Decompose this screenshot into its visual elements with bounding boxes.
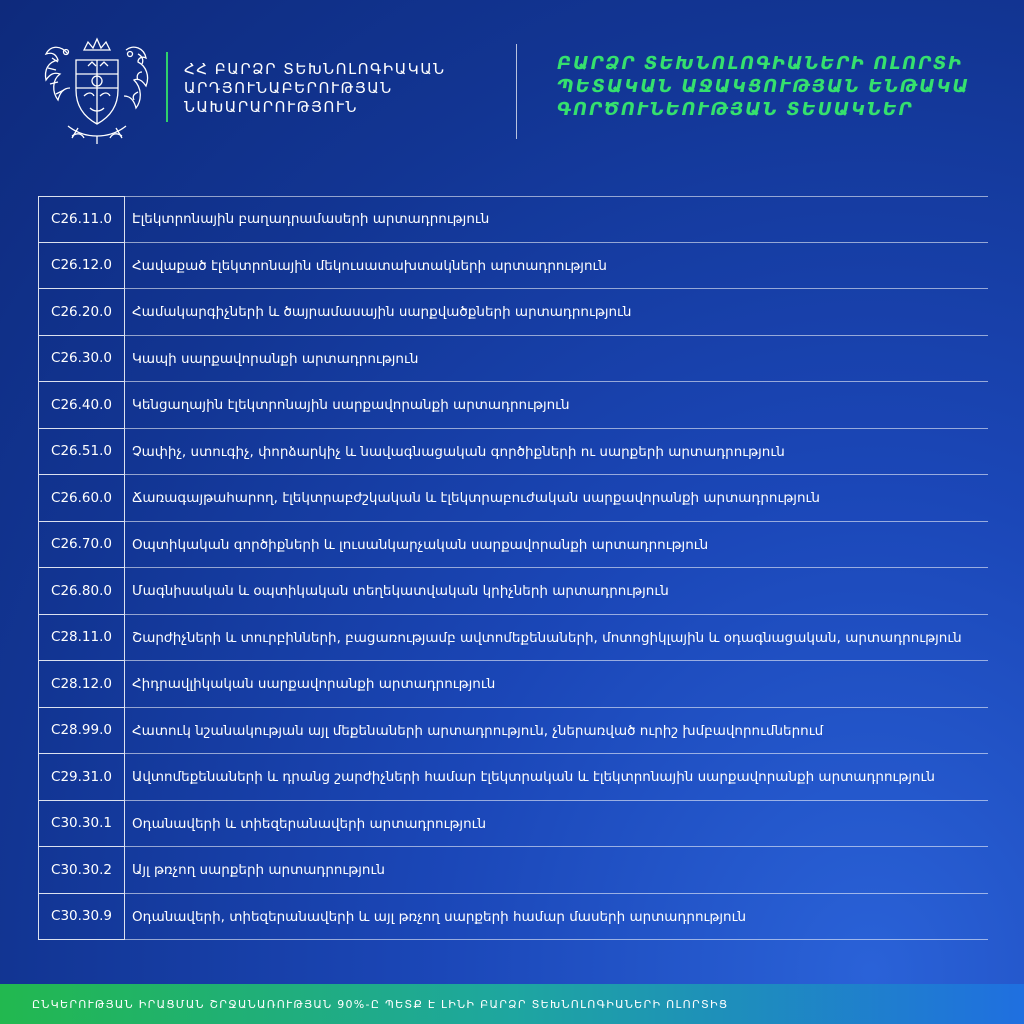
activity-code: C26.20.0 <box>38 289 125 336</box>
activity-description: Կապի սարքավորանքի արտադրություն <box>132 336 988 383</box>
activity-code: C28.12.0 <box>38 661 125 708</box>
title-line-3: ԳՈՐԾՈՒՆԵՈՒԹՅԱՆ ՏԵՍԱԿՆԵՐ <box>557 100 914 120</box>
activity-code: C28.99.0 <box>38 708 125 755</box>
title-line-2: ՊԵՏԱԿԱՆ ԱՋԱԿՑՈՒԹՅԱՆ ԵՆԹԱԿԱ <box>557 77 971 97</box>
activity-code: C28.11.0 <box>38 615 125 662</box>
header-divider <box>516 44 517 139</box>
table-row <box>38 475 988 522</box>
activity-description: Կենցաղային էլեկտրոնային սարքավորանքի արտադրություն <box>132 382 988 429</box>
activity-description: Հատուկ նշանակության այլ մեքենաների արտադրություն, չներառված ուրիշ խմբավորումներում <box>132 708 988 755</box>
title-line-1: ԲԱՐՁՐ ՏԵԽՆՈԼՈԳԻԱՆԵՐԻ ՈԼՈՐՏԻ <box>557 54 963 74</box>
activity-code: C26.51.0 <box>38 429 125 476</box>
activity-code: C30.30.1 <box>38 801 125 848</box>
activity-table <box>38 196 988 940</box>
table-row <box>38 894 988 941</box>
header <box>0 0 1024 185</box>
ministry-line-2: ԱՐԴՅՈՒՆԱԲԵՐՈՒԹՅԱՆ <box>184 79 393 97</box>
activity-code: C30.30.9 <box>38 894 125 941</box>
table-row <box>38 429 988 476</box>
activity-code: C26.60.0 <box>38 475 125 522</box>
ministry-line-1: ՀՀ ԲԱՐՁՐ ՏԵԽՆՈԼՈԳԻԱԿԱՆ <box>184 60 446 78</box>
activity-code: C29.31.0 <box>38 754 125 801</box>
table-row <box>38 754 988 801</box>
activity-description: Համակարգիչների և ծայրամասային սարքվածքների արտադրություն <box>132 289 988 336</box>
table-row <box>38 522 988 569</box>
activity-description: Շարժիչների և տուրբինների, բացառությամբ ավտոմեքենաների, մոտոցիկլային և օդագնացական, արտադրություն <box>132 615 988 662</box>
activity-description: Էլեկտրոնային բաղադրամասերի արտադրություն <box>132 196 988 243</box>
activity-code: C26.40.0 <box>38 382 125 429</box>
table-row <box>38 708 988 755</box>
activity-code: C26.70.0 <box>38 522 125 569</box>
activity-code: C30.30.2 <box>38 847 125 894</box>
activity-code: C26.12.0 <box>38 243 125 290</box>
activity-description: Հավաքած էլեկտրոնային մեկուսատախտակների արտադրություն <box>132 243 988 290</box>
table-row <box>38 801 988 848</box>
footer-banner <box>0 984 1024 1024</box>
page-title <box>557 53 997 122</box>
table-row <box>38 382 988 429</box>
table-row <box>38 568 988 615</box>
table-row <box>38 661 988 708</box>
table-row <box>38 196 988 243</box>
activity-description: Ավտոմեքենաների և դրանց շարժիչների համար էլեկտրական և էլեկտրոնային սարքավորանքի արտադրություն <box>132 754 988 801</box>
coat-of-arms-icon <box>38 36 156 146</box>
table-row <box>38 289 988 336</box>
activity-description: Մագնիսական և օպտիկական տեղեկատվական կրիչների արտադրություն <box>132 568 988 615</box>
activity-description: Այլ թռչող սարքերի արտադրություն <box>132 847 988 894</box>
ministry-name <box>184 60 504 117</box>
accent-line <box>166 52 168 122</box>
table-row <box>38 615 988 662</box>
table-row <box>38 336 988 383</box>
footer-text: ԸՆԿԵՐՈՒԹՅԱՆ ԻՐԱՑՄԱՆ ՇՐՋԱՆԱՌՈՒԹՅԱՆ 90%-Ը ՊԵՏՔ Է ԼԻՆԻ ԲԱՐՁՐ ՏԵԽՆՈԼՈԳԻԱՆԵՐԻ ՈԼՈՐՏԻՑ <box>32 997 729 1011</box>
activity-description: Օդանավերի, տիեզերանավերի և այլ թռչող սարքերի համար մասերի արտադրություն <box>132 894 988 941</box>
activity-code: C26.30.0 <box>38 336 125 383</box>
activity-code: C26.11.0 <box>38 196 125 243</box>
activity-description: Օպտիկական գործիքների և լուսանկարչական սարքավորանքի արտադրություն <box>132 522 988 569</box>
activity-description: Չափիչ, ստուգիչ, փորձարկիչ և նավագնացական գործիքների ու սարքերի արտադրություն <box>132 429 988 476</box>
table-row <box>38 243 988 290</box>
activity-description: Օդանավերի և տիեզերանավերի արտադրություն <box>132 801 988 848</box>
activity-description: Հիդրավլիկական սարքավորանքի արտադրություն <box>132 661 988 708</box>
table-row <box>38 847 988 894</box>
activity-description: Ճառագայթահարող, էլեկտրաբժշկական և էլեկտրաբուժական սարքավորանքի արտադրություն <box>132 475 988 522</box>
activity-code: C26.80.0 <box>38 568 125 615</box>
ministry-line-3: ՆԱԽԱՐԱՐՈՒԹՅՈՒՆ <box>184 98 358 116</box>
